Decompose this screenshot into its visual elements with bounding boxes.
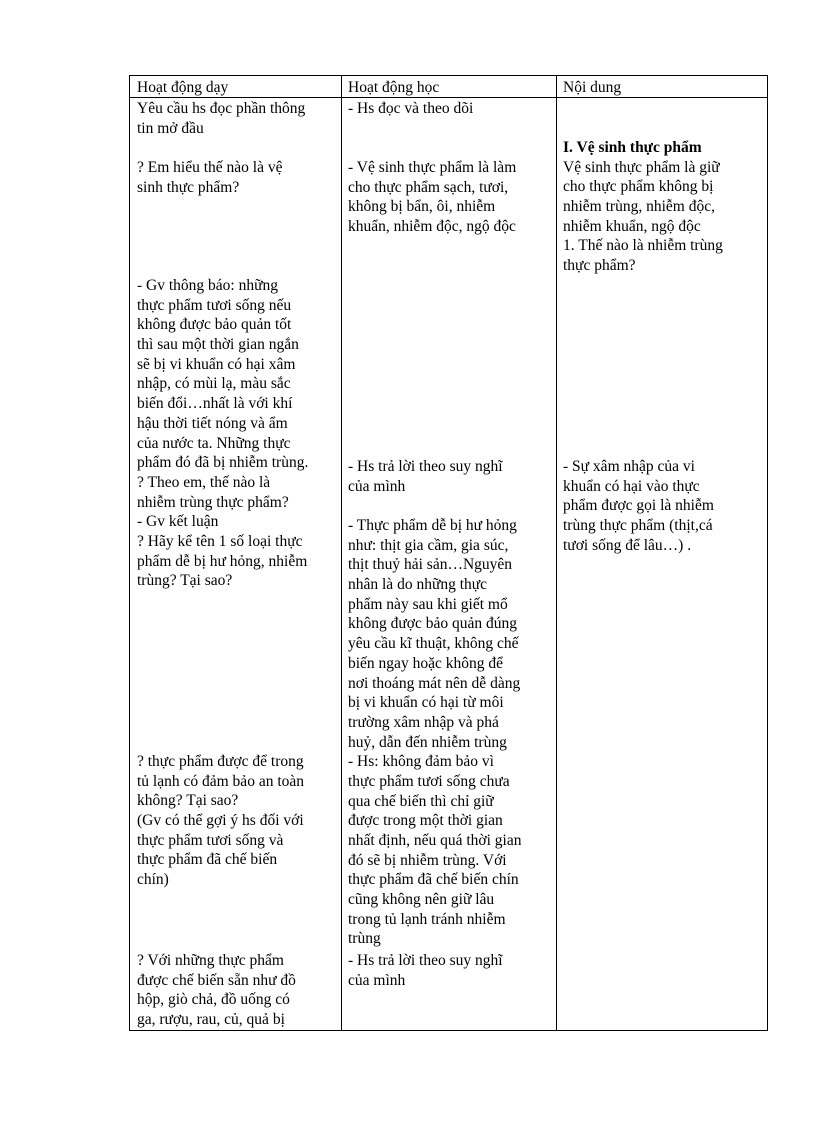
column-divider	[556, 76, 557, 1030]
teacher-block-3: - Gv thông báo: những thực phẩm tươi sống nếu không được bảo quản tốt thì sau một thời gian ngắn sẽ bị vi khuẩn có hại xâm nhập, có mùi lạ, màu sắc biến đổi…nhất là với khí hậu thời tiết nóng và ẩm của nước ta. Những thực phẩm đó đã bị nhiễm trùng. ? Theo em, thế nào là nhiễm trùng thực phẩm? - Gv kết luận ? Hãy kể tên 1 số loại thực phẩm dễ bị hư hỏng, nhiễm trùng? Tại sao?	[137, 277, 309, 590]
teacher-block-2: ? Em hiểu thế nào là vệ sinh thực phẩm?	[137, 159, 283, 196]
student-block-4: - Thực phẩm dễ bị hư hỏng như: thịt gia cầm, gia súc, thịt thuỷ hải sản…Nguyên nhân là do những thực phẩm này sau khi giết mổ không được bảo quản đúng yêu cầu kĩ thuật, không chế biến ngay hoặc không để nơi thoáng mát nên dễ dàng bị vi khuẩn có hại từ môi trường xâm nhập và phá huỷ, dẫn đến nhiễm trùng - Hs: không đảm bảo vì thực phẩm tươi sống chưa qua chế biến thì chỉ giữ được trong một thời gian nhất định, nếu quá thời gian đó sẽ bị nhiễm trùng. Với thực phẩm đã chế biến chín cũng không nên giữ lâu trong tủ lạnh tránh nhiễm trùng	[348, 517, 522, 948]
content-block-2: - Sự xâm nhập của vi khuẩn có hại vào thực phẩm được gọi là nhiễm trùng thực phẩm (thịt,cá tươi sống để lâu…) .	[563, 458, 714, 554]
student-block-5: - Hs trả lời theo suy nghĩ của mình	[348, 952, 503, 989]
student-block-3: - Hs trả lời theo suy nghĩ của mình	[348, 458, 503, 495]
header-content: Nội dung	[563, 79, 622, 96]
teacher-block-5: ? Với những thực phẩm được chế biến sẵn như đồ hộp, giò chả, đồ uống có ga, rượu, rau, củ, quả bị	[137, 952, 296, 1029]
student-block-1: - Hs đọc và theo dõi	[348, 100, 474, 117]
column-divider	[341, 76, 342, 1030]
teacher-block-1: Yêu cầu hs đọc phần thông tin mở đầu	[137, 100, 306, 137]
header-student-activity: Hoạt động học	[348, 79, 440, 96]
lesson-table	[129, 75, 768, 1031]
header-divider	[130, 97, 767, 98]
content-block-1: I. Vệ sinh thực phẩm Vệ sinh thực phẩm là giữ cho thực phẩm không bị nhiễm trùng, nhiễm độc, nhiễm khuẩn, ngộ độc 1. Thế nào là nhiễm trùng thực phẩm?	[563, 139, 723, 275]
student-block-2: - Vệ sinh thực phẩm là làm cho thực phẩm sạch, tươi, không bị bẩn, ôi, nhiễm khuẩn, nhiễm độc, ngộ độc	[348, 159, 517, 236]
teacher-block-4: ? thực phẩm được để trong tủ lạnh có đảm bảo an toàn không? Tại sao? (Gv có thể gợi ý hs đối với thực phẩm tươi sống và thực phẩm đã chế biến chín)	[137, 753, 305, 889]
header-teacher-activity: Hoạt động dạy	[137, 79, 229, 96]
section-heading: I. Vệ sinh thực phẩm	[563, 139, 702, 156]
